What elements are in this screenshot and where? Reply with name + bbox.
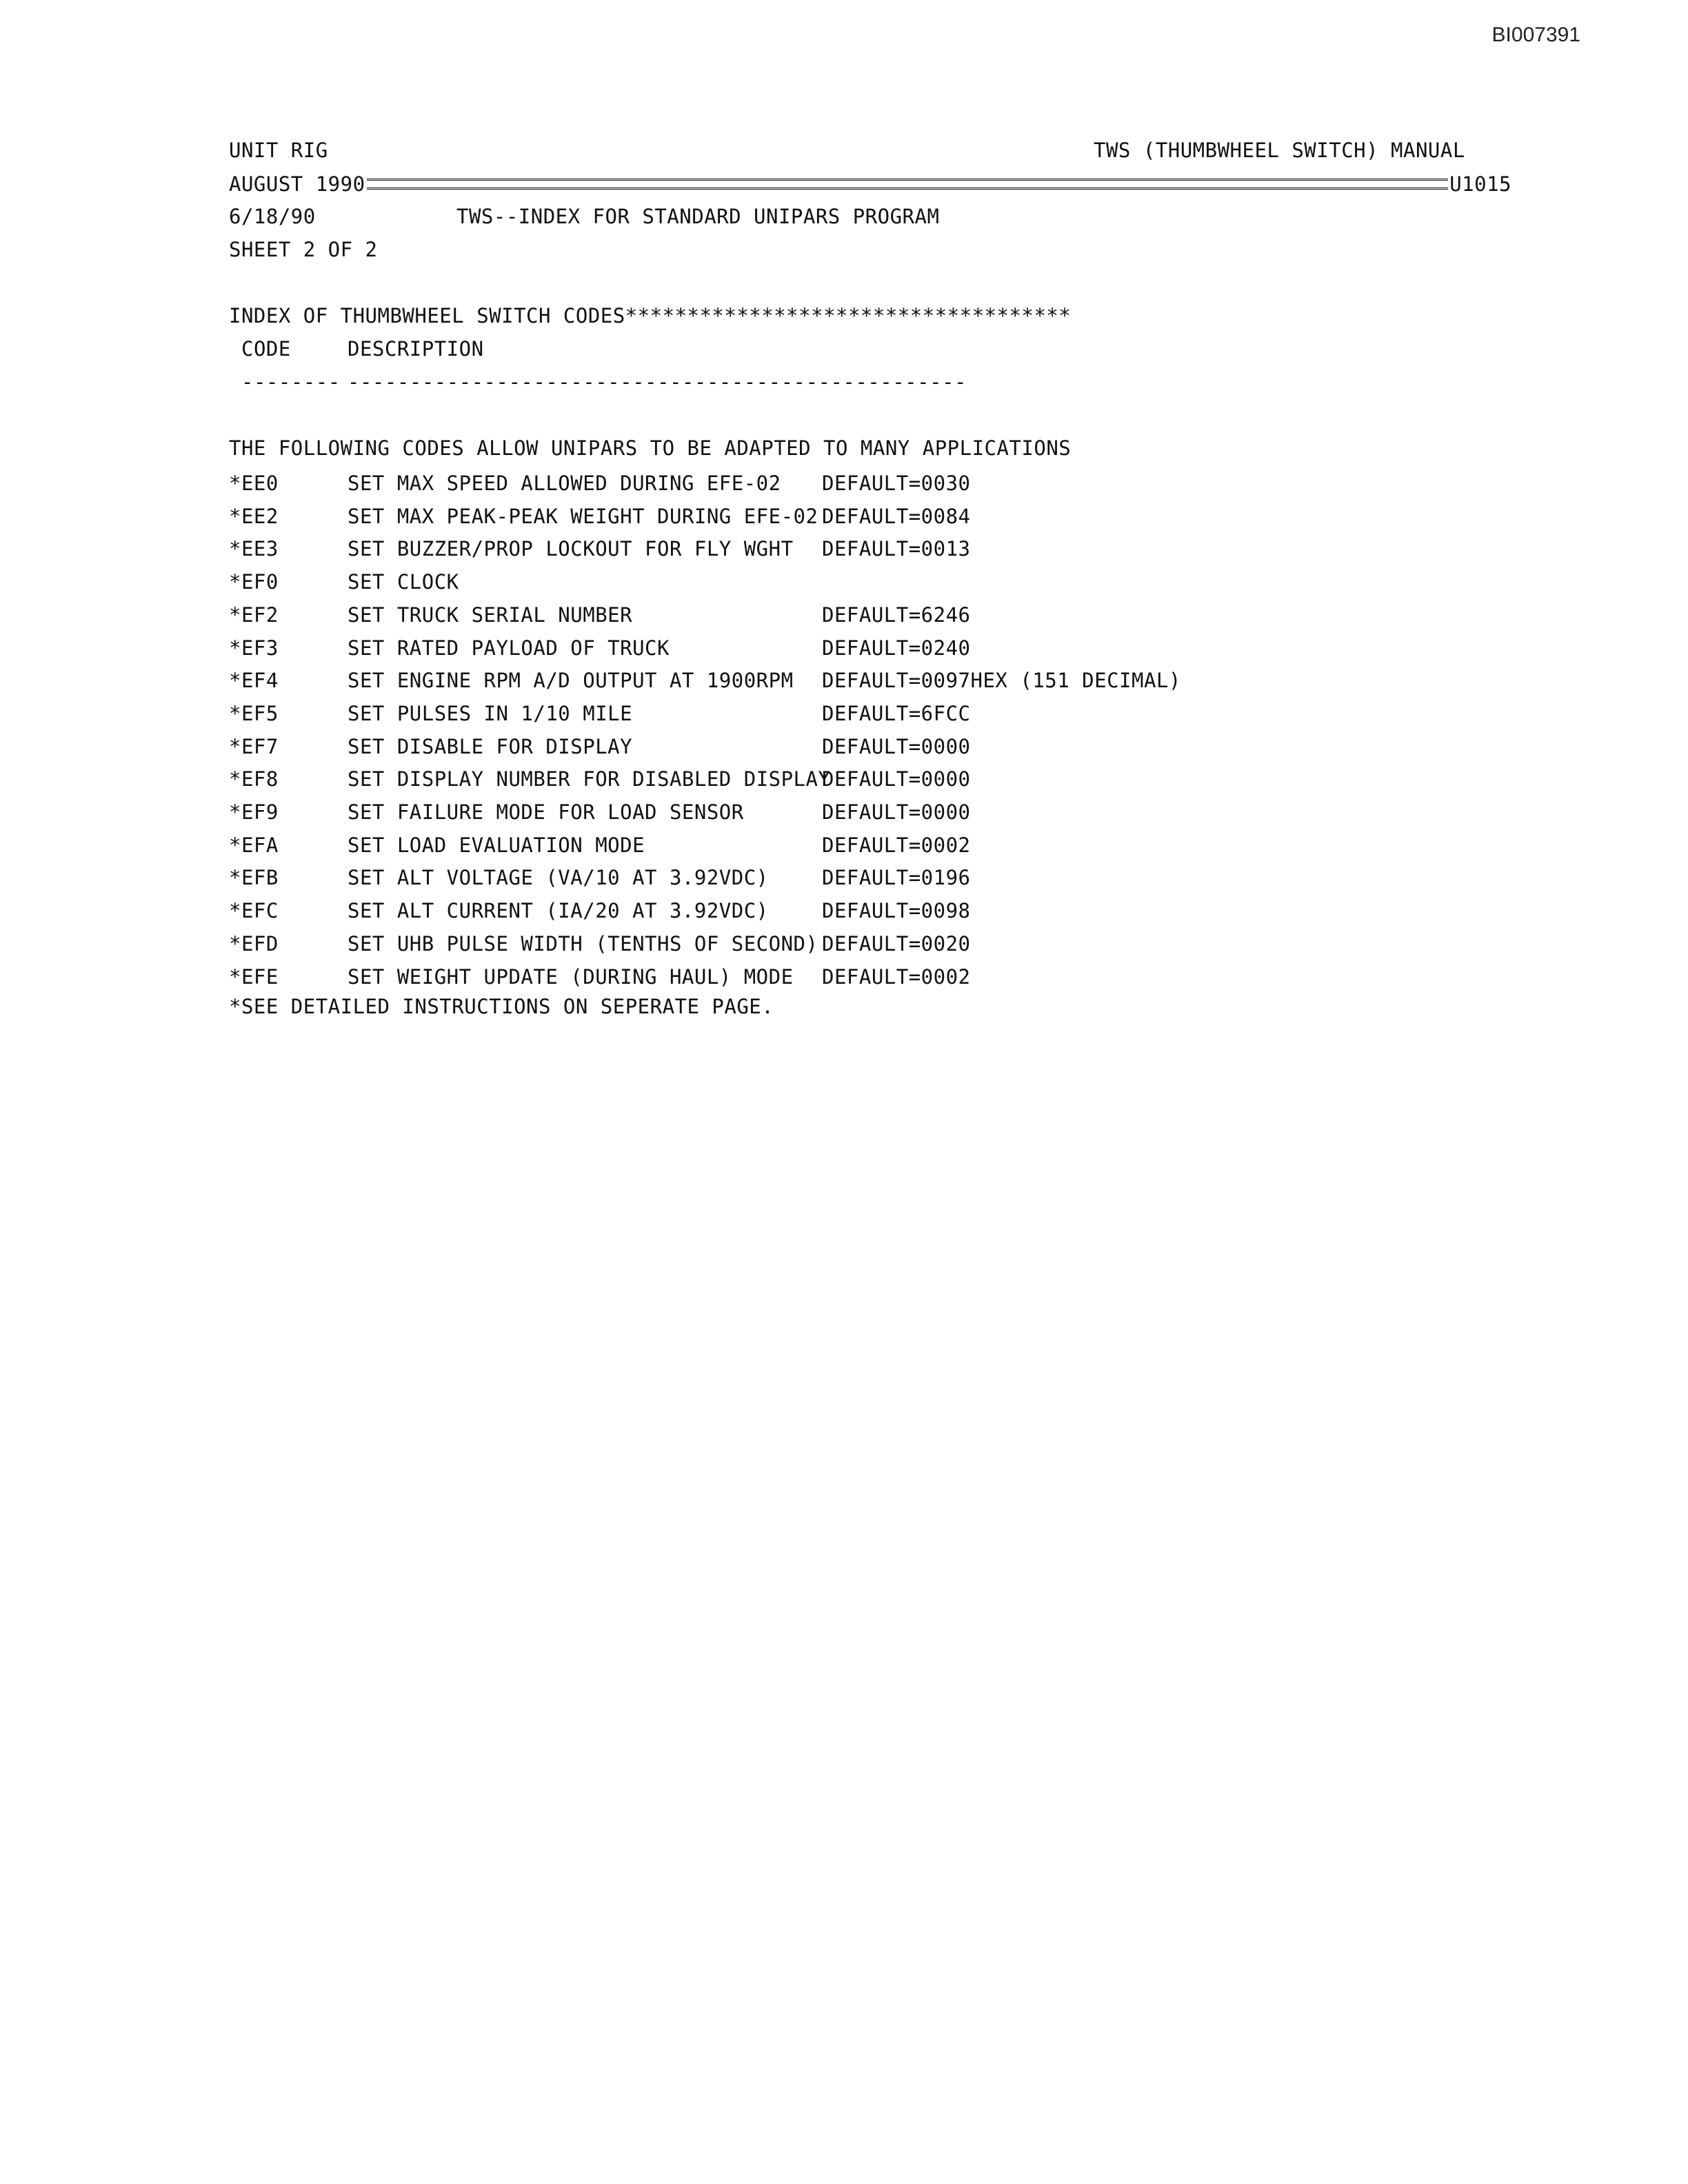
row-default: DEFAULT=0000 — [822, 800, 971, 824]
row-code: *EF4 — [229, 669, 279, 692]
page-title: TWS--INDEX FOR STANDARD UNIPARS PROGRAM — [456, 205, 940, 228]
row-code: *EF8 — [229, 767, 279, 791]
row-description: SET FAILURE MODE FOR LOAD SENSOR — [348, 800, 744, 824]
table-row — [0, 636, 1688, 669]
row-description: SET MAX SPEED ALLOWED DURING EFE-02 — [348, 472, 781, 495]
column-header-description: DESCRIPTION — [348, 337, 484, 361]
table-row — [0, 767, 1688, 800]
table-row — [0, 965, 1688, 998]
row-default: DEFAULT=0002 — [822, 833, 971, 857]
row-description: SET RATED PAYLOAD OF TRUCK — [348, 636, 670, 660]
row-code: *EF2 — [229, 603, 279, 627]
company-name: UNIT RIG — [229, 139, 328, 162]
row-default: DEFAULT=0020 — [822, 932, 971, 956]
manual-title: TWS (THUMBWHEEL SWITCH) MANUAL — [1094, 139, 1465, 162]
table-row — [0, 472, 1688, 505]
row-default: DEFAULT=6FCC — [822, 702, 971, 725]
table-row — [0, 932, 1688, 965]
table-row — [0, 505, 1688, 538]
row-code: *EF7 — [229, 735, 279, 758]
row-code: *EFA — [229, 833, 279, 857]
table-row — [0, 899, 1688, 932]
row-code: *EFD — [229, 932, 279, 956]
row-code: *EFB — [229, 866, 279, 889]
row-description: SET DISABLE FOR DISPLAY — [348, 735, 633, 758]
row-code: *EE2 — [229, 505, 279, 528]
row-default: DEFAULT=0002 — [822, 965, 971, 989]
row-code: *EFC — [229, 899, 279, 922]
row-default: DEFAULT=0097HEX (151 DECIMAL) — [822, 669, 1181, 692]
table-row — [0, 833, 1688, 867]
row-code: *EF3 — [229, 636, 279, 660]
row-description: SET PULSES IN 1/10 MILE — [348, 702, 633, 725]
table-row — [0, 570, 1688, 603]
sheet-number: SHEET 2 OF 2 — [229, 238, 378, 261]
row-description: SET DISPLAY NUMBER FOR DISABLED DISPLAY — [348, 767, 831, 791]
row-default: DEFAULT=0000 — [822, 767, 971, 791]
table-row — [0, 702, 1688, 735]
table-row — [0, 603, 1688, 636]
document-code: U1015 — [1449, 172, 1511, 196]
row-default: DEFAULT=0084 — [822, 505, 971, 528]
table-row — [0, 669, 1688, 702]
row-default: DEFAULT=0000 — [822, 735, 971, 758]
row-description: SET TRUCK SERIAL NUMBER — [348, 603, 633, 627]
row-description: SET UHB PULSE WIDTH (TENTHS OF SECOND) — [348, 932, 818, 956]
row-description: SET ENGINE RPM A/D OUTPUT AT 1900RPM — [348, 669, 794, 692]
row-code: *EF0 — [229, 570, 279, 594]
index-title: INDEX OF THUMBWHEEL SWITCH CODES************************************ — [229, 304, 1072, 327]
table-row — [0, 866, 1688, 899]
intro-text: THE FOLLOWING CODES ALLOW UNIPARS TO BE ADAPTED TO MANY APPLICATIONS — [229, 436, 1072, 460]
column-underline-description: -------------------------------------------------- — [348, 370, 967, 394]
header-rule — [229, 172, 1511, 196]
row-default: DEFAULT=0013 — [822, 537, 971, 560]
footnote: *SEE DETAILED INSTRUCTIONS ON SEPERATE PAGE. — [229, 995, 774, 1018]
header-date: AUGUST 1990 — [229, 172, 365, 196]
column-header-code: CODE — [241, 337, 291, 361]
row-default: DEFAULT=6246 — [822, 603, 971, 627]
double-rule-divider — [367, 179, 1449, 190]
row-code: *EFE — [229, 965, 279, 989]
table-row — [0, 800, 1688, 833]
row-code: *EF9 — [229, 800, 279, 824]
row-code: *EE3 — [229, 537, 279, 560]
table-row — [0, 537, 1688, 570]
row-description: SET BUZZER/PROP LOCKOUT FOR FLY WGHT — [348, 537, 794, 560]
row-code: *EF5 — [229, 702, 279, 725]
row-default: DEFAULT=0196 — [822, 866, 971, 889]
row-default: DEFAULT=0240 — [822, 636, 971, 660]
table-row — [0, 735, 1688, 768]
row-description: SET CLOCK — [348, 570, 459, 594]
row-code: *EE0 — [229, 472, 279, 495]
column-underline-code: -------- — [241, 370, 341, 394]
row-description: SET WEIGHT UPDATE (DURING HAUL) MODE — [348, 965, 794, 989]
row-description: SET MAX PEAK-PEAK WEIGHT DURING EFE-02 — [348, 505, 818, 528]
bates-number: BI007391 — [1491, 23, 1580, 46]
row-default: DEFAULT=0030 — [822, 472, 971, 495]
row-description: SET ALT CURRENT (IA/20 AT 3.92VDC) — [348, 899, 769, 922]
revision-date: 6/18/90 — [229, 205, 316, 228]
row-default: DEFAULT=0098 — [822, 899, 971, 922]
row-description: SET ALT VOLTAGE (VA/10 AT 3.92VDC) — [348, 866, 769, 889]
row-description: SET LOAD EVALUATION MODE — [348, 833, 645, 857]
